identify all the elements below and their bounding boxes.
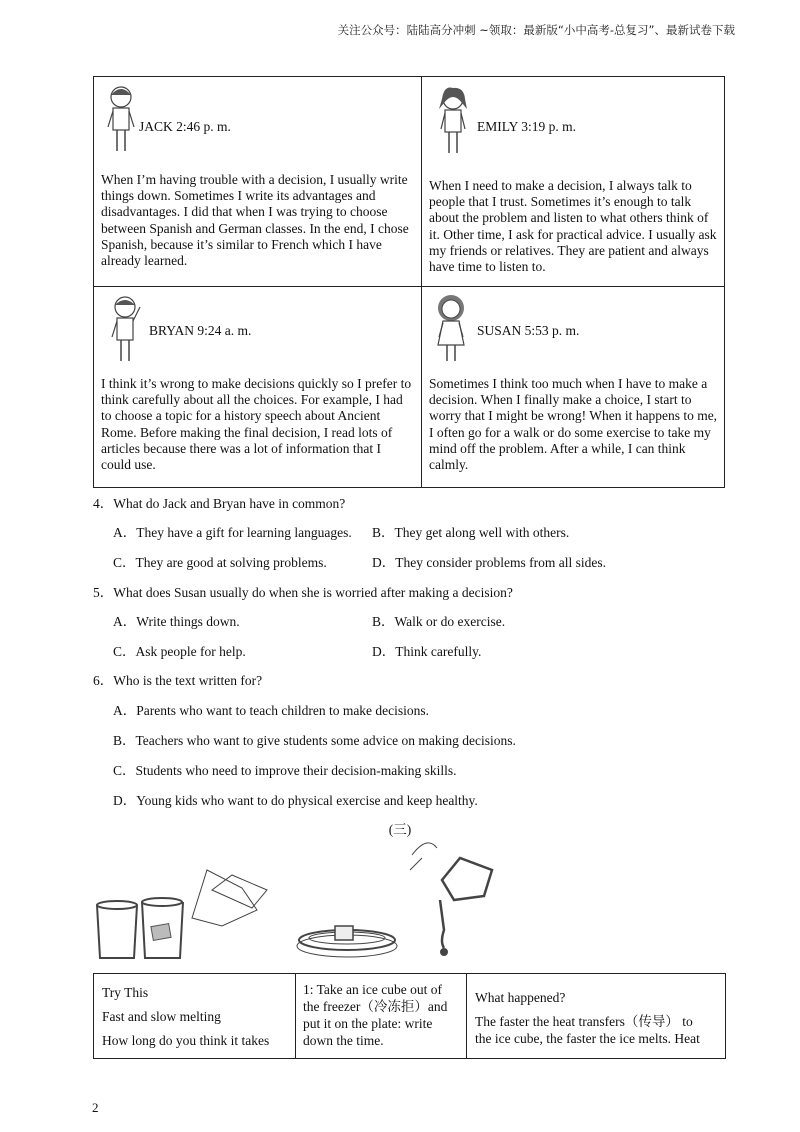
option-4d[interactable]: D．They consider problems from all sides.	[372, 555, 606, 570]
step-line: down the time.	[303, 1033, 384, 1048]
option-6b[interactable]: B．Teachers who want to give students some advice on making decisions.	[113, 733, 516, 748]
try-this-column	[102, 985, 292, 1049]
profile-name: SUSAN 5:53 p. m.	[477, 323, 580, 338]
question-4-stem: 4．What do Jack and Bryan have in common?	[93, 496, 346, 511]
option-5a[interactable]: A．Write things down.	[113, 614, 240, 629]
profile-susan	[422, 287, 726, 487]
page-header: 关注公众号：陆陆高分冲刺 ~领取：最新版“小中高考-总复习”、最新试卷下载	[337, 23, 735, 37]
try-this-table	[93, 973, 726, 1059]
question-6-stem: 6．Who is the text written for?	[93, 673, 263, 688]
try-this-subtitle: Fast and slow melting	[102, 1009, 221, 1024]
result-line: The faster the heat transfers（传导） to	[475, 1014, 693, 1029]
profiles-table	[93, 76, 725, 488]
option-4b[interactable]: B．They get along well with others.	[372, 525, 570, 540]
option-5c[interactable]: C．Ask people for help.	[113, 644, 246, 659]
profile-text: I think it’s wrong to make decisions quickly so I prefer to think carefully about all the choices. For example, I had to choose a topic for a history speech about Ancient Rome. Before making the final decision, I read lots of articles because there was a lot of information that I could use.	[101, 376, 412, 473]
option-4a[interactable]: A．They have a gift for learning languages.	[113, 525, 352, 540]
profile-name: EMILY 3:19 p. m.	[477, 119, 577, 134]
option-4c[interactable]: C．They are good at solving problems.	[113, 555, 327, 570]
profile-text: When I need to make a decision, I always talk to people that I trust. Sometimes it’s enough to talk about the problem and listen to what others think of it. Other time, I ask for practical advice. I usually ask my friends or relatives. They are patient and always have time to listen to.	[429, 178, 717, 275]
girl-avatar-icon	[436, 85, 470, 157]
boy-waving-avatar-icon	[108, 293, 142, 365]
steps-column	[303, 981, 463, 1049]
try-this-title: Try This	[102, 985, 149, 1000]
profile-emily	[422, 77, 726, 286]
boy-avatar-icon	[104, 83, 138, 155]
profile-text: Sometimes I think too much when I have to make a decision. When I finally make a choice, I start to worry that I might be wrong! When it happens to me, I often go for a walk or do some exercise to take my mind off the problem. After a while, I can think calmly.	[429, 376, 718, 473]
profile-jack	[94, 77, 421, 286]
profile-bryan	[94, 287, 421, 487]
question-5-stem: 5．What does Susan usually do when she is worried after making a decision?	[93, 585, 513, 600]
option-6c[interactable]: C．Students who need to improve their decision-making skills.	[113, 763, 457, 778]
option-5b[interactable]: B．Walk or do exercise.	[372, 614, 506, 629]
section-heading: (三)	[388, 822, 412, 837]
profile-text: When I’m having trouble with a decision, I usually write things down. Sometimes I write its advantages and disadvantages. I did that when I was trying to choose between Spanish and German classes. In the end, I chose Spanish, because it’s similar to French which I have already learned.	[101, 172, 409, 269]
page-number: 2	[92, 1100, 99, 1115]
what-happened-column	[475, 989, 723, 1047]
girl-curly-avatar-icon	[434, 293, 468, 365]
step-line: 1: Take an ice cube out of	[303, 982, 443, 997]
option-6d[interactable]: D．Young kids who want to do physical exercise and keep healthy.	[113, 793, 478, 808]
step-line: put it on the plate: write	[303, 1016, 433, 1031]
option-5d[interactable]: D．Think carefully.	[372, 644, 482, 659]
experiment-illustration	[92, 830, 512, 970]
try-this-question: How long do you think it takes	[102, 1033, 270, 1048]
step-line: the freezer（冷冻拒）and	[303, 999, 448, 1014]
profile-name: BRYAN 9:24 a. m.	[149, 323, 252, 338]
profile-name: JACK 2:46 p. m.	[139, 119, 231, 134]
what-happened-title: What happened?	[475, 990, 566, 1005]
option-6a[interactable]: A．Parents who want to teach children to make decisions.	[113, 703, 430, 718]
result-line: the ice cube, the faster the ice melts. Heat	[475, 1031, 700, 1046]
